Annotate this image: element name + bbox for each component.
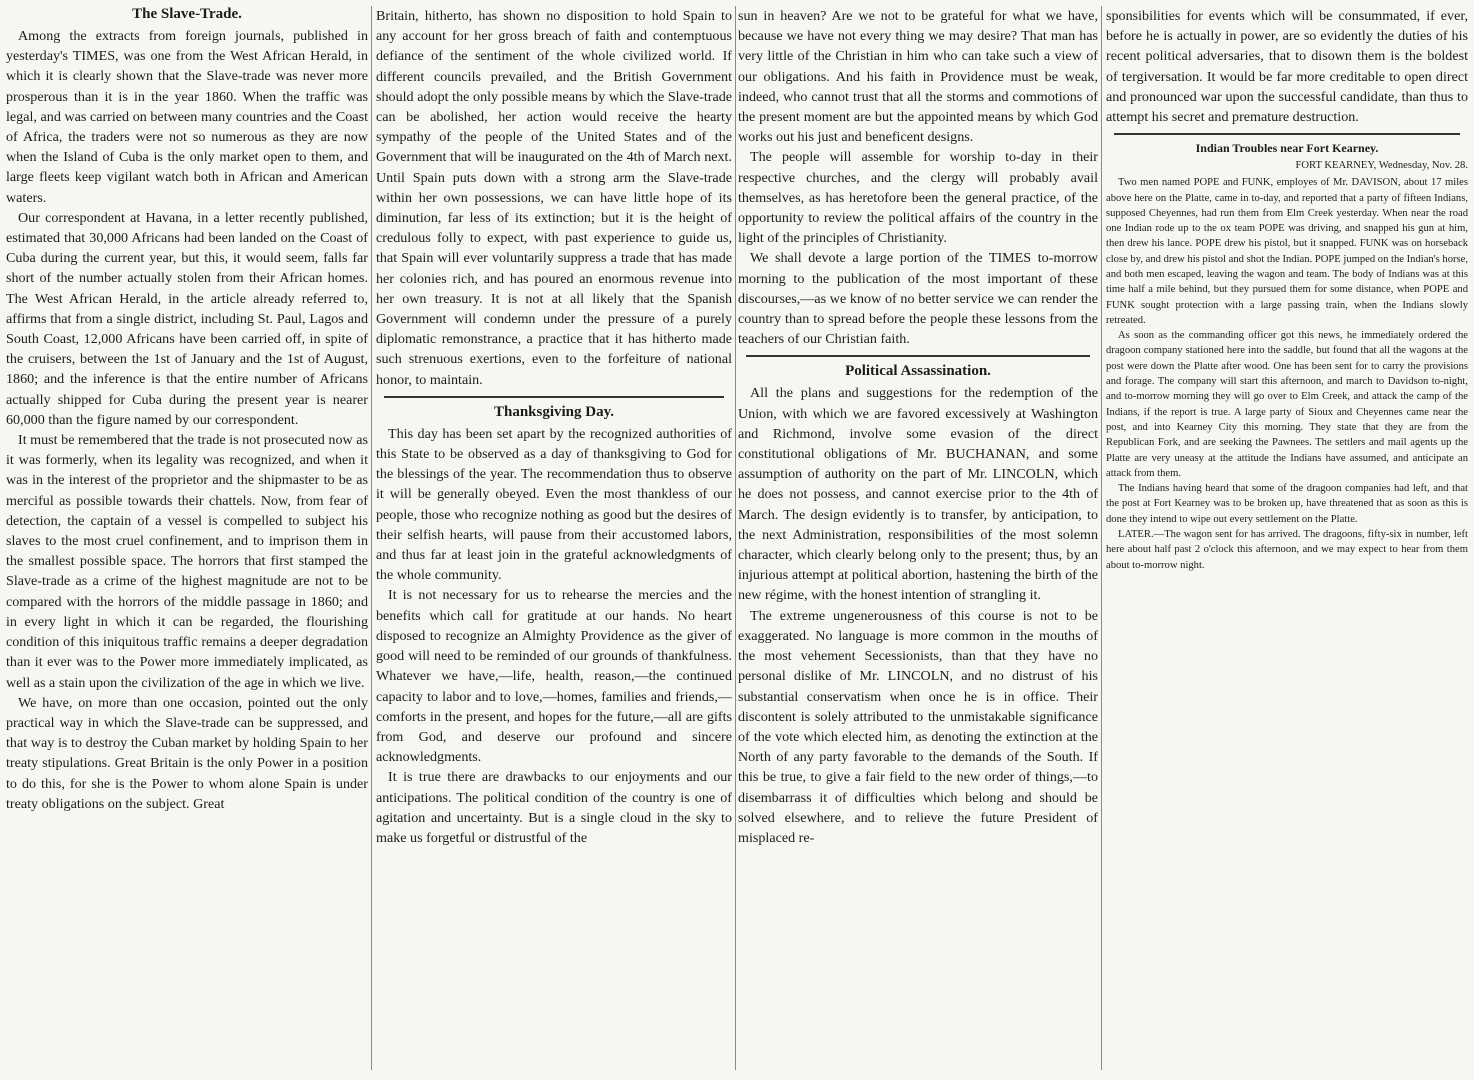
thanksgiving-paragraph: The people will assemble for worship to-day in their respective churches, and the clergy will probably avail themselves, as has heretofore been the general practice, of the opportunity to review the political affairs of the country in the light of the principles of Christianity. [738, 149, 1098, 247]
indian-troubles-dateline: FORT KEARNEY, Wednesday, Nov. 28. [1295, 160, 1468, 172]
slave-trade-paragraph: Among the extracts from foreign journals, published in yesterday's TIMES, was one from the West African Herald, in which it is clearly shown that the Slave-trade was never more prosperous than it is in the year 1860. When the traffic was legal, and was carried on between many countries and the Coast of Africa, the traders were not so numerous as they are now when the Island of Cuba is the only market open to them, and large fleets keep vigilant watch both in African and American waters. [6, 28, 368, 206]
column-4 [1106, 6, 1468, 1074]
indian-troubles-paragraph: LATER.—The wagon sent for has arrived. The dragoons, fifty-six in number, left here about half past 2 o'clock this afternoon, and we may expect to hear from them about to-morrow night. [1106, 529, 1468, 571]
thanksgiving-title: Thanksgiving Day. [493, 403, 615, 420]
column-rule [735, 6, 736, 1070]
slave-trade-paragraph: Britain, hitherto, has shown no disposition to hold Spain to any account for her gross breach of faith and contemptuous defiance of the sentiment of the whole civilized world. If different councils prevailed, and the British Government should adopt the only possible means by which the Slave-trade can be abolished, her action would receive the hearty sympathy of the people of the United States and of the Government that will be inaugurated on the 4th of March next. Until Spain puts down with a strong arm the Slave-trade within her own possessions, we can have little hope of its diminution, far less of its extinction; but it is the height of credulous folly to expect, with past experience to guide us, that Spain will ever voluntarily suppress a trade that has made her colonies rich, and has poured an enormous revenue into her own treasury. It is not at all likely that the Spanish Government will condemn under the pressure of a purely diplomatic remonstrance, a practice that it has hitherto made such strenuous exertions, even to the forfeiture of national honor, to maintain. [376, 8, 732, 388]
column-1 [6, 6, 368, 1074]
indian-troubles-paragraph: As soon as the commanding officer got this news, he immediately ordered the dragoon company stationed here into the saddle, but found that all the wagons at the post were down the Platte after wood. One has been sent for to carry the provisions and forage. The company will start this afternoon, and march to Davidson to-night, and to-morrow morning they will go over to Elm Creek, and attack the camp of the Indians, if the report is true. A large party of Sioux and Cheyennes came near the post, and into Kearney City this morning. They state that they are from the Republican Fork, and are seeking the Pawnees. The settlers and mail agents up the Platte are very uneasy at the attitude the Indians have assumed, and anticipate an attack from them. [1106, 330, 1468, 479]
thanksgiving-paragraph: This day has been set apart by the recognized authorities of this State to be observed as a day of thanksgiving to God for the blessings of the year. The recommendation thus to observe it will be generally obeyed. Even the most thankless of our people, those who recognize nothing as good but the desires of their selfish hearts, will pause from their accustomed labors, and thus far at least join in the grateful acknowledgments of the whole community. [376, 425, 732, 584]
article-divider [746, 355, 1090, 357]
assassination-paragraph: The extreme ungenerousness of this course is not to be exaggerated. No language is more common in the mouths of the most vehement Secessionists, than that they have no personal dislike of Mr. LINCOLN, and no distrust of his substantial conservatism when once he is in office. Their discontent is solely attributed to the unmistakable significance of the vote which elected him, as denoting the extinction at the North of any party favorable to the demands of the South. If this be true, to give a fair field to the new order of things,—to disembarrass it of difficulties which belong and should be solved elsewhere, and to relieve the future President of misplaced re- [738, 607, 1098, 846]
indian-troubles-paragraph: The Indians having heard that some of the dragoon companies had left, and that the post at Fort Kearney was to be broken up, have threatened that as soon as this is done they intend to wipe out every settlement on the Platte. [1106, 483, 1468, 525]
slave-trade-paragraph: It must be remembered that the trade is not prosecuted now as it was formerly, when its legality was recognized, and when it was in the interest of the proprietor and the shipmaster to be as merciful as possible towards their chattels. Now, from fear of detection, the captain of a vessel is compelled to subject his slaves to the most cruel confinement, and to imprison them in the smallest possible space. The horrors that first stamped the Slave-trade as a crime of the highest magnitude are not to be compared with the horrors of the middle passage in 1860; and in every light in which it can be regarded, the flourishing condition of this iniquitous traffic remains a deeper degradation than it ever was to the Power more immediately implicated, as well as a stain upon the civilization of the age in which we live. [6, 432, 368, 691]
assassination-paragraph: sponsibilities for events which will be consummated, if ever, before he is actually in power, are so evidently the duties of his recent political adversaries, that to disown them is the boldest of tergiversation. It would be far more creditable to open direct and pronounced war upon the successful candidate, than thus to attempt his secret and premature destruction. [1106, 8, 1468, 126]
indian-troubles-paragraph: Two men named POPE and FUNK, employes of Mr. DAVISON, about 17 miles above here on the Platte, came in to-day, and reported that a party of fifteen Indians, supposed Cheyennes, had run them from Elm Creek yesterday. When near the road one Indian rode up to the ox team POPE was driving, and snapped his gun at him, then drew his lance. POPE drew his pistol, but it snapped. FUNK was on horseback close by, and drew his pistol and shot the Indian. POPE jumped on the Indian's horse, and both men escaped, leaving the wagon and team. The body of Indians was at this time half a mile behind, but they pursued them for some distance, when POPE and FUNK sought protection with a large passing train, when the Indians slowly retreated. [1106, 177, 1468, 326]
article-divider [384, 396, 724, 398]
column-2 [376, 6, 732, 1074]
thanksgiving-paragraph: We shall devote a large portion of the TIMES to-morrow morning to the publication of the most important of these discourses,—as we know of no better service we can render the country than to spread before the people these lessons from the teachers of our Christian faith. [738, 250, 1098, 348]
thanksgiving-paragraph: sun in heaven? Are we not to be grateful for what we have, because we have not every thing we may desire? That man has very little of the Christian in him who can take such a view of our obligations. And his faith in Providence must be weak, indeed, who cannot trust that all the storms and commotions of the present moment are but the appointed means by which God works out his just and beneficent designs. [738, 8, 1098, 146]
slave-trade-paragraph: Our correspondent at Havana, in a letter recently published, estimated that 30,000 Africans had been landed on the Coast of Cuba during the current year, but this, it would seem, falls far short of the number actually stolen from their African homes. The West African Herald, in the article already referred to, affirms that from a single district, including St. Paul, Lagos and South Coast, 12,000 Africans have been carried off, in spite of the cruisers, between the 1st of January and the 1st of August, 1860; and the inference is that the entire number of Africans actually shipped for Cuba during the present year is nearer 60,000 than the figure named by our correspondent. [6, 209, 368, 428]
thanksgiving-paragraph: It is true there are drawbacks to our enjoyments and our anticipations. The political condition of the country is one of agitation and uncertainty. But is a single cloud in the sky to make us forgetful or distrustful of the [376, 769, 732, 846]
column-3 [738, 6, 1098, 1074]
thanksgiving-paragraph: It is not necessary for us to rehearse the mercies and the benefits which call for gratitude at our hands. No heart disposed to recognize an Almighty Providence as the giver of good will need to be reminded of our grounds of thankfulness. Whatever we have,—life, health, reason,—the continued capacity to labor and to love,—homes, families and friends,—comforts in the present, and hopes for the future,—all are gifts from God, and deserve our profound and sincere acknowledgments. [376, 587, 732, 766]
column-rule [1101, 6, 1102, 1070]
article-divider [1114, 133, 1460, 135]
slave-trade-paragraph: We have, on more than one occasion, pointed out the only practical way in which the Slave-trade can be suppressed, and that way is to destroy the Cuban market by holding Spain to her treaty stipulations. Great Britain is the only Power in a position to do this, for she is the Power to whom alone Spain is under treaty obligations on the subject. Great [6, 694, 368, 812]
assassination-paragraph: All the plans and suggestions for the redemption of the Union, with which we are favored excessively at Washington and Richmond, involve some evasion of the direct constitutional obligations of Mr. BUCHANAN, and some assumption of authority on the part of Mr. LINCOLN, which he does not possess, and cannot exercise prior to the 4th of March. The design evidently is to transfer, by anticipation, to the next Administration, responsibilities of the most solemn character, which clearly belong only to the present; thus, by an injurious attempt at political abortion, hastening the birth of the new régime, with the honest intention of strangling it. [738, 385, 1098, 604]
assassination-title: Political Assassination. [845, 363, 991, 380]
column-rule [371, 6, 372, 1070]
slave-trade-title: The Slave-Trade. [132, 6, 242, 22]
indian-troubles-title: Indian Troubles near Fort Kearney. [1195, 141, 1379, 156]
